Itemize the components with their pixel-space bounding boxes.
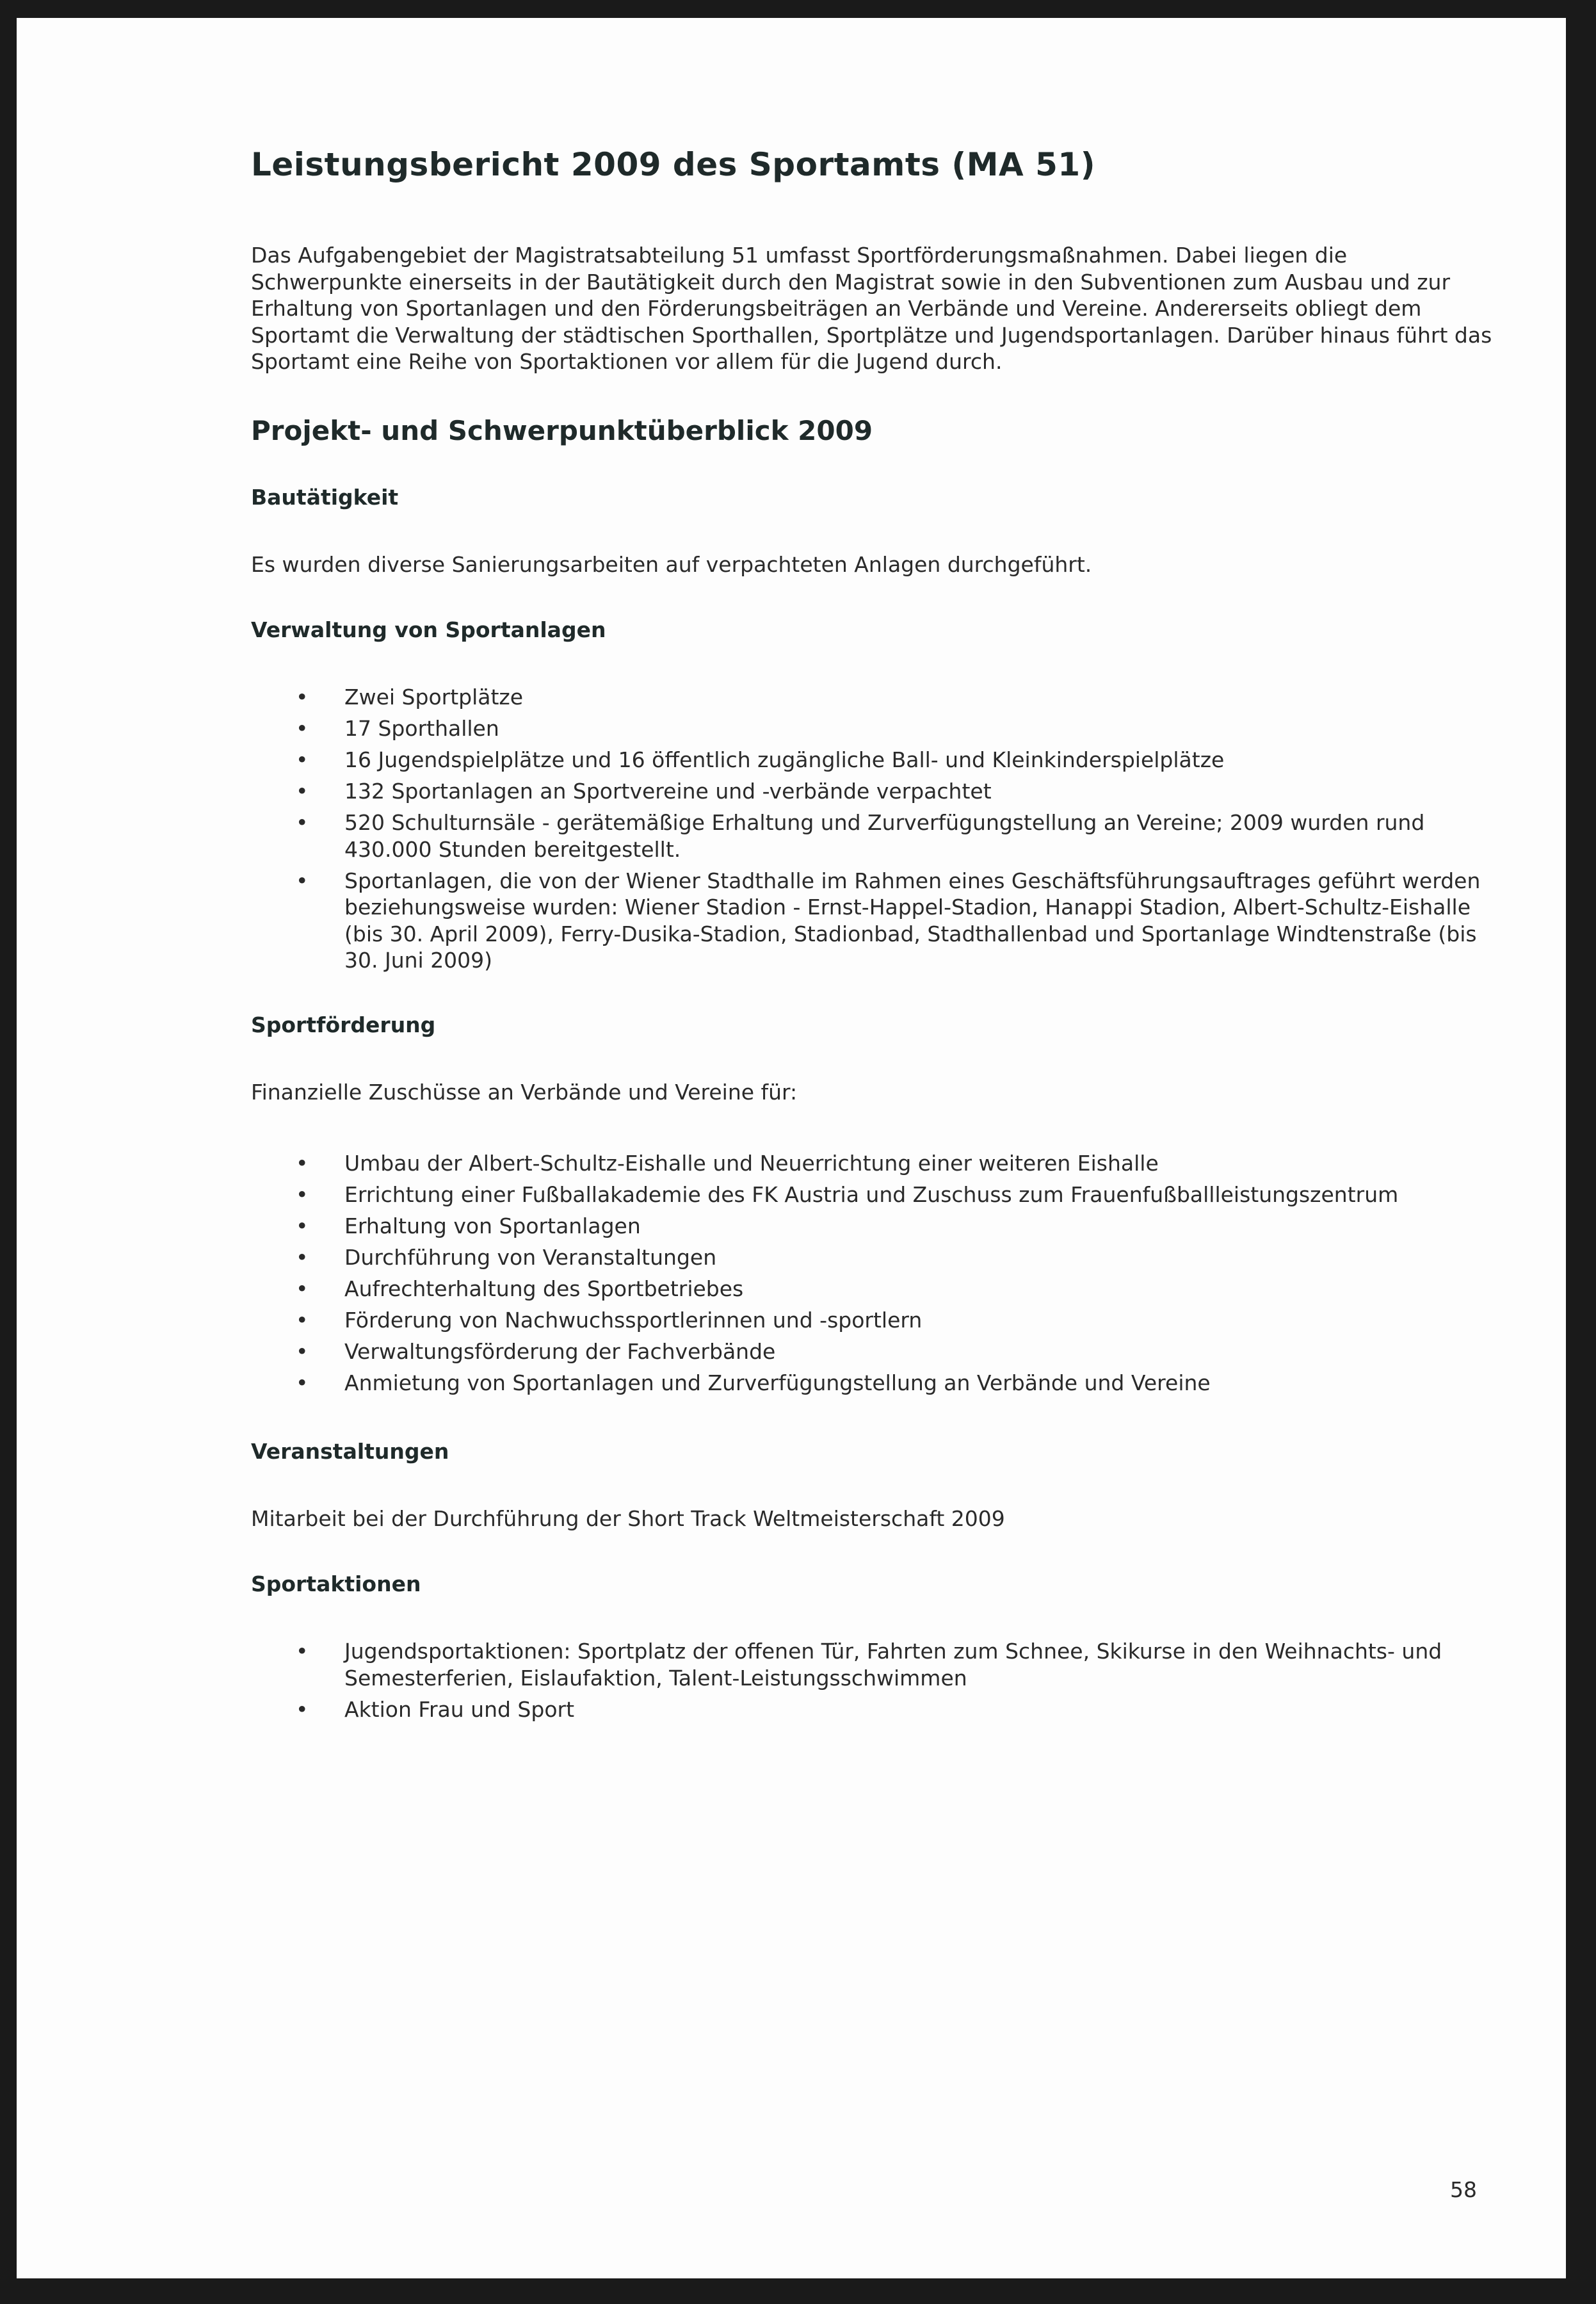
list-item-text: Erhaltung von Sportanlagen [344, 1213, 641, 1238]
veranstaltungen-text: Mitarbeit bei der Durchführung der Short Track Weltmeisterschaft 2009 [251, 1505, 1005, 1531]
bullet-icon: • [296, 747, 309, 772]
list-item-text: 520 Schulturnsäle - gerätemäßige Erhaltung und Zurverfügungstellung an Vereine; 2009 wurden rund 430.000 Stunden bereitgestellt. [344, 810, 1425, 862]
bullet-icon: • [296, 1696, 309, 1722]
list-item [251, 1338, 1493, 1365]
document-page [17, 18, 1566, 2278]
bullet-icon: • [296, 868, 309, 893]
bullet-icon: • [296, 1182, 309, 1207]
bullet-icon: • [296, 1308, 309, 1333]
list-item [251, 809, 1493, 863]
bullet-icon: • [296, 685, 309, 710]
list-item [251, 1181, 1493, 1208]
list-item-text: Förderung von Nachwuchssportlerinnen und -sportlern [344, 1308, 923, 1333]
intro-paragraph: Das Aufgabengebiet der Magistratsabteilung 51 umfasst Sportförderungsmaßnahmen. Dabei liegen die Schwerpunkte einerseits in der Bautätigkeit durch den Magistrat sowie in den Subventionen zum Ausbau und zur Erhaltung von Sportanlagen und den Förderungsbeiträgen an Verbände und Vereine. Andererseits obliegt dem Sportamt die Verwaltung der städtischen Sporthallen, Sportplätze und Jugendsportanlagen. Darüber hinaus führt das Sportamt eine Reihe von Sportaktionen vor allem für die Jugend durch. [251, 243, 1492, 374]
aktionen-list [251, 1638, 1493, 1723]
bau-heading: Bautätigkeit [251, 484, 399, 510]
bullet-icon: • [296, 1245, 309, 1270]
bullet-icon: • [296, 1213, 309, 1238]
bullet-icon: • [296, 1151, 309, 1176]
bullet-icon: • [296, 1370, 309, 1395]
list-item-text: Errichtung einer Fußballakademie des FK Austria und Zuschuss zum Frauenfußballleistungszentrum [344, 1182, 1399, 1207]
bullet-icon: • [296, 1276, 309, 1301]
list-item [251, 1150, 1493, 1177]
list-item [251, 1638, 1493, 1691]
bullet-icon: • [296, 779, 309, 804]
list-item [251, 1307, 1493, 1334]
aktionen-heading: Sportaktionen [251, 1571, 421, 1596]
list-item-text: 17 Sporthallen [344, 716, 499, 741]
bullet-icon: • [296, 716, 309, 741]
list-item [251, 1244, 1493, 1271]
list-item [251, 684, 1493, 711]
list-item [251, 778, 1493, 805]
list-item-text: Umbau der Albert-Schultz-Eishalle und Neuerrichtung einer weiteren Eishalle [344, 1151, 1159, 1176]
bullet-icon: • [296, 810, 309, 835]
list-item [251, 1370, 1493, 1397]
list-item [251, 1276, 1493, 1302]
foerderung-list [251, 1150, 1493, 1397]
veranstaltungen-heading: Veranstaltungen [251, 1438, 449, 1464]
overview-heading: Projekt- und Schwerpunktüberblick 2009 [251, 414, 873, 446]
list-item-text: Jugendsportaktionen: Sportplatz der offenen Tür, Fahrten zum Schnee, Skikurse in den Weihnachts- und Semesterferien, Eislaufaktion, Talent-Leistungsschwimmen [344, 1639, 1442, 1691]
bullet-icon: • [296, 1639, 309, 1664]
list-item-text: 16 Jugendspielplätze und 16 öffentlich zugängliche Ball- und Kleinkinderspielplätze [344, 747, 1225, 772]
list-item [251, 715, 1493, 742]
bau-text: Es wurden diverse Sanierungsarbeiten auf verpachteten Anlagen durchgeführt. [251, 551, 1092, 577]
bullet-icon: • [296, 1339, 309, 1364]
list-item [251, 1696, 1493, 1723]
verwaltung-heading: Verwaltung von Sportanlagen [251, 617, 606, 642]
verwaltung-list [251, 684, 1493, 974]
list-item-text: Aufrechterhaltung des Sportbetriebes [344, 1276, 744, 1301]
list-item-text: Anmietung von Sportanlagen und Zurverfügungstellung an Verbände und Vereine [344, 1370, 1211, 1395]
list-item [251, 747, 1493, 774]
list-item-text: 132 Sportanlagen an Sportvereine und -verbände verpachtet [344, 779, 992, 804]
list-item-text: Verwaltungsförderung der Fachverbände [344, 1339, 776, 1364]
page-number: 58 [1450, 2177, 1477, 2202]
list-item [251, 868, 1493, 974]
foerderung-heading: Sportförderung [251, 1012, 436, 1037]
list-item [251, 1213, 1493, 1240]
foerderung-text: Finanzielle Zuschüsse an Verbände und Vereine für: [251, 1079, 798, 1105]
page-content [251, 146, 1493, 1728]
list-item-text: Sportanlagen, die von der Wiener Stadthalle im Rahmen eines Geschäftsführungsauftrages geführt werden beziehungsweise wurden: Wiener Stadion - Ernst-Happel-Stadion, Hanappi Stadion, Albert-Schultz-Eishalle (bis 30. April 2009), Ferry-Dusika-Stadion, Stadionbad, Stadthallenbad und Sportanlage Windtenstraße (bis 30. Juni 2009) [344, 868, 1481, 973]
list-item-text: Durchführung von Veranstaltungen [344, 1245, 717, 1270]
list-item-text: Zwei Sportplätze [344, 685, 524, 710]
list-item-text: Aktion Frau und Sport [344, 1696, 575, 1722]
page-title: Leistungsbericht 2009 des Sportamts (MA 51) [251, 146, 1096, 183]
